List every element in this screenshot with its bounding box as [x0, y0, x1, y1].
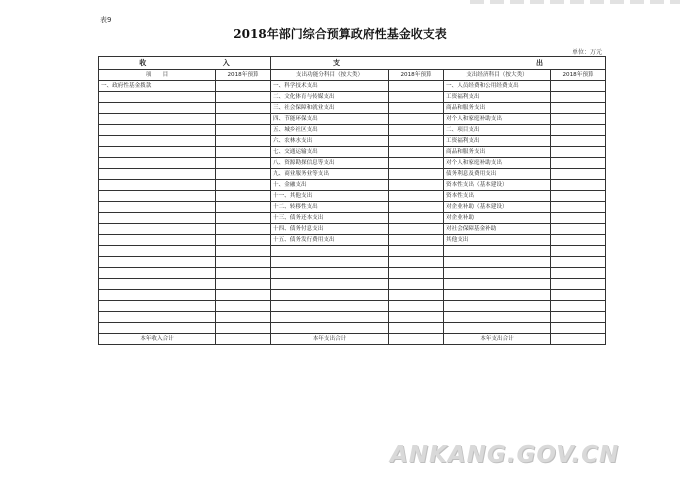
col-func-subject-header: 支出功能分科目（按大类） [271, 70, 389, 81]
income-item-cell [99, 224, 216, 235]
econ-budget-cell [551, 169, 606, 180]
econ-budget-cell [551, 235, 606, 246]
income-item-cell [99, 290, 216, 301]
func-budget-cell [389, 169, 444, 180]
econ-budget-cell [551, 224, 606, 235]
econ-subject-cell: 其他支出 [444, 235, 551, 246]
func-budget-cell [389, 103, 444, 114]
fund-table [98, 56, 606, 345]
func-subject-cell [271, 279, 389, 290]
watermark: ANKANG.GOV.CN [390, 442, 620, 468]
econ-subject-cell: 商品和服务支出 [444, 103, 551, 114]
income-item-cell [99, 202, 216, 213]
func-subject-cell [271, 246, 389, 257]
func-subject-cell [271, 268, 389, 279]
table-row [99, 213, 606, 224]
econ-subject-cell: 一、人员经费和公用经费支出 [444, 81, 551, 92]
table-row [99, 81, 606, 92]
econ-budget-cell [551, 323, 606, 334]
func-subject-cell: 三、社会保障和就业支出 [271, 103, 389, 114]
func-subject-cell: 七、交通运输支出 [271, 147, 389, 158]
income-item-cell [99, 235, 216, 246]
unit-label: 单位：万元 [571, 49, 602, 56]
econ-subject-cell: 工资福利支出 [444, 92, 551, 103]
income-group-header [99, 57, 271, 70]
econ-subject-cell: 对企业补助 [444, 213, 551, 224]
income-budget-cell [216, 158, 271, 169]
func-subject-cell: 一、科学技术支出 [271, 81, 389, 92]
income-budget-cell [216, 180, 271, 191]
func-budget-cell [389, 125, 444, 136]
table-row [99, 136, 606, 147]
func-budget-cell [389, 224, 444, 235]
econ-subject-cell [444, 246, 551, 257]
func-budget-cell [389, 158, 444, 169]
func-subject-cell: 五、城乡社区支出 [271, 125, 389, 136]
func-budget-cell [389, 279, 444, 290]
econ-budget-cell [551, 147, 606, 158]
econ-budget-cell [551, 279, 606, 290]
column-header-row [99, 70, 606, 81]
econ-budget-cell [551, 246, 606, 257]
income-item-cell [99, 114, 216, 125]
income-item-cell [99, 257, 216, 268]
col-econ-subject-header: 支出经济科目（按大类） [444, 70, 551, 81]
group-header-row [99, 57, 606, 70]
func-budget-cell [389, 323, 444, 334]
table-row [99, 235, 606, 246]
func-budget-cell [389, 312, 444, 323]
econ-budget-cell [551, 158, 606, 169]
func-subject-cell: 十、金融支出 [271, 180, 389, 191]
income-budget-cell [216, 125, 271, 136]
income-item-cell [99, 92, 216, 103]
econ-budget-cell [551, 180, 606, 191]
econ-subject-cell [444, 257, 551, 268]
func-subject-cell [271, 301, 389, 312]
econ-budget-cell [551, 136, 606, 147]
income-budget-cell [216, 213, 271, 224]
table-row [99, 125, 606, 136]
func-subject-cell: 十五、债务发行费用支出 [271, 235, 389, 246]
income-budget-cell [216, 312, 271, 323]
func-budget-cell [389, 114, 444, 125]
table-row [99, 290, 606, 301]
income-budget-cell [216, 147, 271, 158]
func-budget-cell [389, 268, 444, 279]
income-item-cell [99, 246, 216, 257]
econ-subject-cell: 二、项目支出 [444, 125, 551, 136]
econ-budget-cell [551, 268, 606, 279]
income-budget-cell [216, 114, 271, 125]
income-item-cell [99, 147, 216, 158]
income-item-cell [99, 301, 216, 312]
table-row [99, 191, 606, 202]
func-subject-cell: 六、农林水支出 [271, 136, 389, 147]
econ-subject-cell: 商品和服务支出 [444, 147, 551, 158]
income-item-cell [99, 136, 216, 147]
econ-budget-cell [551, 213, 606, 224]
table-row [99, 246, 606, 257]
econ-subject-cell [444, 312, 551, 323]
table-row [99, 301, 606, 312]
income-item-cell [99, 268, 216, 279]
col-econ-budget-header: 2018年预算 [551, 70, 606, 81]
income-item-cell [99, 213, 216, 224]
expense-header-char-2: 出 [536, 58, 543, 67]
func-budget-cell [389, 180, 444, 191]
func-budget-cell [389, 213, 444, 224]
table-row [99, 224, 606, 235]
income-item-cell [99, 125, 216, 136]
econ-subject-cell: 对企业补助（基本建设） [444, 202, 551, 213]
income-budget-cell [216, 103, 271, 114]
income-budget-cell [216, 136, 271, 147]
income-budget-cell [216, 268, 271, 279]
econ-subject-cell: 工资福利支出 [444, 136, 551, 147]
income-header-char-1: 收 [139, 58, 147, 67]
func-budget-cell [389, 235, 444, 246]
econ-subject-cell: 对个人和家庭补助支出 [444, 114, 551, 125]
income-item-cell: 一、政府性基金拨款 [99, 81, 216, 92]
table-row [99, 114, 606, 125]
col-item-header: 项 目 [99, 70, 216, 81]
income-budget-cell [216, 246, 271, 257]
econ-budget-cell [551, 290, 606, 301]
table-row [99, 147, 606, 158]
func-budget-cell [389, 290, 444, 301]
func-subject-cell: 十四、债务付息支出 [271, 224, 389, 235]
econ-budget-cell [551, 202, 606, 213]
func-budget-cell [389, 301, 444, 312]
table-number: 表9 [100, 16, 112, 24]
totals-row [99, 334, 606, 345]
table-row [99, 92, 606, 103]
income-item-cell [99, 158, 216, 169]
econ-subject-cell [444, 323, 551, 334]
func-total-label: 本年支出合计 [271, 334, 389, 345]
income-total-value [216, 334, 271, 345]
scan-artifact [470, 0, 680, 4]
econ-subject-cell: 对社会保障基金补助 [444, 224, 551, 235]
expense-group-header [271, 57, 606, 70]
income-budget-cell [216, 323, 271, 334]
table-row [99, 202, 606, 213]
page-title: 2018年部门综合预算政府性基金收支表 [233, 27, 447, 41]
econ-subject-cell [444, 290, 551, 301]
econ-subject-cell: 资本性支出 [444, 191, 551, 202]
table-row [99, 312, 606, 323]
expense-header-char-1: 支 [333, 58, 340, 67]
econ-budget-cell [551, 81, 606, 92]
col-func-budget-header: 2018年预算 [389, 70, 444, 81]
econ-budget-cell [551, 92, 606, 103]
func-subject-cell [271, 323, 389, 334]
table-row [99, 103, 606, 114]
income-item-cell [99, 169, 216, 180]
table-row [99, 257, 606, 268]
table-row [99, 158, 606, 169]
func-subject-cell [271, 312, 389, 323]
income-budget-cell [216, 224, 271, 235]
func-total-value [389, 334, 444, 345]
col-income-budget-header: 2018年预算 [216, 70, 271, 81]
econ-subject-cell: 债务利息及费用支出 [444, 169, 551, 180]
income-total-label: 本年收入合计 [99, 334, 216, 345]
econ-budget-cell [551, 191, 606, 202]
table-row [99, 268, 606, 279]
func-subject-cell: 四、节能环保支出 [271, 114, 389, 125]
income-item-cell [99, 279, 216, 290]
func-budget-cell [389, 92, 444, 103]
table-row [99, 279, 606, 290]
func-budget-cell [389, 202, 444, 213]
econ-total-value [551, 334, 606, 345]
income-item-cell [99, 191, 216, 202]
func-subject-cell: 八、资源勘探信息等支出 [271, 158, 389, 169]
income-budget-cell [216, 81, 271, 92]
econ-budget-cell [551, 125, 606, 136]
income-item-cell [99, 323, 216, 334]
func-subject-cell: 二、文化体育与传媒支出 [271, 92, 389, 103]
income-item-cell [99, 312, 216, 323]
income-budget-cell [216, 169, 271, 180]
econ-budget-cell [551, 301, 606, 312]
func-subject-cell: 十二、转移性支出 [271, 202, 389, 213]
func-budget-cell [389, 147, 444, 158]
econ-subject-cell [444, 301, 551, 312]
func-subject-cell: 十三、债务还本支出 [271, 213, 389, 224]
func-subject-cell: 九、商业服务业等支出 [271, 169, 389, 180]
income-budget-cell [216, 235, 271, 246]
income-item-cell [99, 103, 216, 114]
income-item-cell [99, 180, 216, 191]
income-budget-cell [216, 191, 271, 202]
func-subject-cell [271, 257, 389, 268]
econ-subject-cell: 资本性支出（基本建设） [444, 180, 551, 191]
func-budget-cell [389, 136, 444, 147]
income-budget-cell [216, 290, 271, 301]
econ-budget-cell [551, 312, 606, 323]
econ-subject-cell [444, 279, 551, 290]
econ-subject-cell [444, 268, 551, 279]
func-budget-cell [389, 246, 444, 257]
econ-budget-cell [551, 103, 606, 114]
income-budget-cell [216, 301, 271, 312]
income-budget-cell [216, 279, 271, 290]
econ-subject-cell: 对个人和家庭补助支出 [444, 158, 551, 169]
income-budget-cell [216, 92, 271, 103]
income-header-char-2: 入 [222, 58, 230, 67]
econ-budget-cell [551, 257, 606, 268]
table-row [99, 169, 606, 180]
income-budget-cell [216, 202, 271, 213]
func-budget-cell [389, 257, 444, 268]
func-budget-cell [389, 191, 444, 202]
econ-budget-cell [551, 114, 606, 125]
econ-total-label: 本年支出合计 [444, 334, 551, 345]
table-row [99, 180, 606, 191]
table-row [99, 323, 606, 334]
income-budget-cell [216, 257, 271, 268]
func-subject-cell: 十一、其他支出 [271, 191, 389, 202]
func-subject-cell [271, 290, 389, 301]
func-budget-cell [389, 81, 444, 92]
